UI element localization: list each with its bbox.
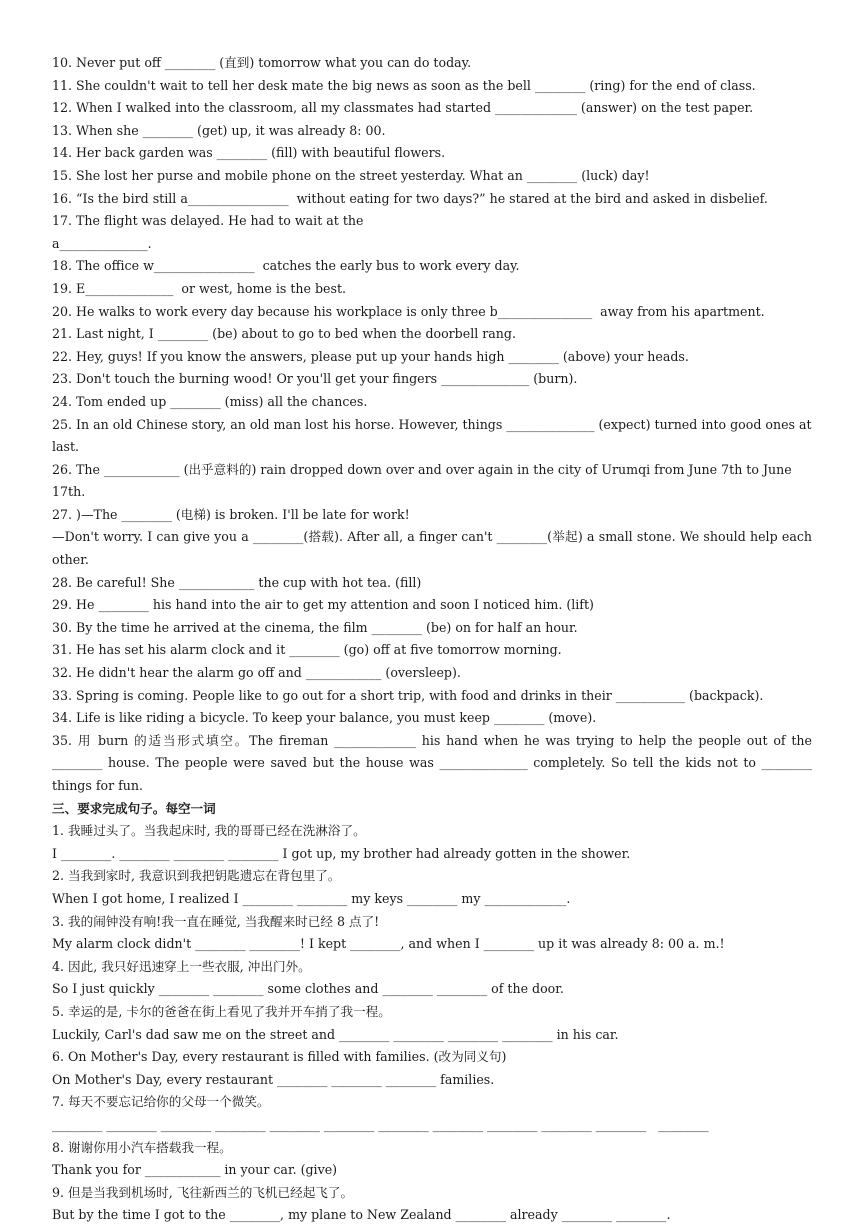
exercise-line: 17. The flight was delayed. He had to wait at the	[52, 213, 364, 229]
exercise-line: 23. Don't touch the burning wood! Or you'll get your fingers ______________ (burn).	[52, 371, 578, 387]
exercise-line: 12. When I walked into the classroom, all my classmates had started _____________ (answer) on the test paper.	[52, 100, 754, 116]
fill-blank-list-b	[52, 572, 812, 730]
translation-line: 7. 每天不要忘记给你的父母一个微笑。	[52, 1094, 270, 1110]
translation-line: 4. 因此, 我只好迅速穿上一些衣服, 冲出门外。	[52, 958, 311, 974]
exercise-line: 26. The ____________ (出乎意料的) rain dropped down over and over again in the city of Urumqi from June 7th to June 17th.	[52, 461, 796, 500]
exercise-line: 18. The office w________________ catches the early bus to work every day.	[52, 258, 520, 274]
exercise-line: 10. Never put off ________ (直到) tomorrow what you can do today.	[52, 55, 472, 70]
exercise-line: 33. Spring is coming. People like to go out for a short trip, with food and drinks in their ___________ (backpack).	[52, 687, 764, 703]
section-three-heading: 三、要求完成句子。每空一词	[52, 800, 216, 816]
translation-line: 3. 我的闹钟没有响!我一直在睡觉, 当我醒来时已经 8 点了!	[52, 913, 380, 929]
translation-line: 1. 我睡过头了。当我起床时, 我的哥哥已经在洗淋浴了。	[52, 823, 366, 839]
exercise-line: 14. Her back garden was ________ (fill) with beautiful flowers.	[52, 145, 446, 161]
item-27-reply: —Don't worry. I can give you a ________(搭载). After all, a finger can't ________(举起) a small stone. We should help each other.	[52, 529, 817, 568]
exercise-line: 19. E______________ or west, home is the best.	[52, 280, 347, 296]
translation-line: On Mother's Day, every restaurant ________ ________ ________ families.	[52, 1071, 495, 1087]
exercise-line: 20. He walks to work every day because his workplace is only three b_______________ away from his apartment.	[52, 303, 765, 319]
translation-line: My alarm clock didn't ________ ________! I kept ________, and when I ________ up it was already 8: 00 a. m.!	[52, 936, 725, 952]
exercise-line: 22. Hey, guys! If you know the answers, please put up your hands high ________ (above) your heads.	[52, 348, 689, 364]
exercise-line: 15. She lost her purse and mobile phone on the street yesterday. What an ________ (luck) day!	[52, 167, 650, 183]
exercise-line: a______________.	[52, 235, 152, 251]
exercise-line: 25. In an old Chinese story, an old man lost his horse. However, things ______________ (expect) turned into good ones at last.	[52, 416, 816, 455]
translation-line: 2. 当我到家时, 我意识到我把钥匙遗忘在背包里了。	[52, 868, 341, 884]
item-35: 35. 用 burn 的适当形式填空。The fireman _____________ his hand when he was trying to help the people out of the ________ house. The people were saved but the house was ______________ completely. So tell the kids not to ________ things for fun.	[52, 732, 817, 793]
exercise-line: 29. He ________ his hand into the air to get my attention and soon I noticed him. (lift)	[52, 597, 594, 613]
exercise-line: 13. When she ________ (get) up, it was already 8: 00.	[52, 122, 386, 138]
translation-line: So I just quickly ________ ________ some clothes and ________ ________ of the door.	[52, 981, 564, 997]
translation-line: But by the time I got to the ________, my plane to New Zealand ________ already ________ ________.	[52, 1207, 671, 1223]
translation-line: Luckily, Carl's dad saw me on the street and ________ ________ ________ ________ in his car.	[52, 1026, 619, 1042]
exercise-line: 11. She couldn't wait to tell her desk mate the big news as soon as the bell ________ (ring) for the end of class.	[52, 77, 756, 93]
translation-line: Thank you for ____________ in your car. (give)	[52, 1162, 338, 1178]
exercise-line: 30. By the time he arrived at the cinema, the film ________ (be) on for half an hour.	[52, 619, 578, 635]
translation-line: 9. 但是当我到机场时, 飞往新西兰的飞机已经起飞了。	[52, 1184, 354, 1200]
exercise-line: 31. He has set his alarm clock and it ________ (go) off at five tomorrow morning.	[52, 642, 562, 658]
exercise-line: 21. Last night, I ________ (be) about to go to bed when the doorbell rang.	[52, 326, 516, 342]
exercise-line: 28. Be careful! She ____________ the cup with hot tea. (fill)	[52, 574, 422, 590]
exercise-line: 32. He didn't hear the alarm go off and ____________ (oversleep).	[52, 665, 461, 681]
worksheet	[52, 52, 817, 1227]
translation-line: 8. 谢谢你用小汽车搭载我一程。	[52, 1139, 232, 1155]
translation-line: 5. 幸运的是, 卡尔的爸爸在街上看见了我并开车捎了我一程。	[52, 1003, 391, 1019]
exercise-line: 34. Life is like riding a bicycle. To keep your balance, you must keep ________ (move).	[52, 710, 597, 726]
exercise-line: 16. “Is the bird still a________________ without eating for two days?” he stared at the bird and asked in disbelief.	[52, 190, 768, 206]
fill-blank-list-a	[52, 52, 816, 526]
translation-line: 6. On Mother's Day, every restaurant is filled with families. (改为同义句)	[52, 1049, 507, 1065]
translation-list	[52, 820, 812, 1227]
translation-line: I ________. ________ ________ ________ I got up, my brother had already gotten in the shower.	[52, 845, 631, 861]
exercise-line: 24. Tom ended up ________ (miss) all the chances.	[52, 393, 368, 409]
exercise-line: 27. )—The ________ (电梯) is broken. I'll be late for work!	[52, 506, 410, 522]
translation-line: When I got home, I realized I ________ ________ my keys ________ my _____________.	[52, 890, 571, 906]
translation-line: ________ ________ ________ ________ ________ ________ ________ ________ ________ ________ ________ ________	[52, 1116, 709, 1132]
